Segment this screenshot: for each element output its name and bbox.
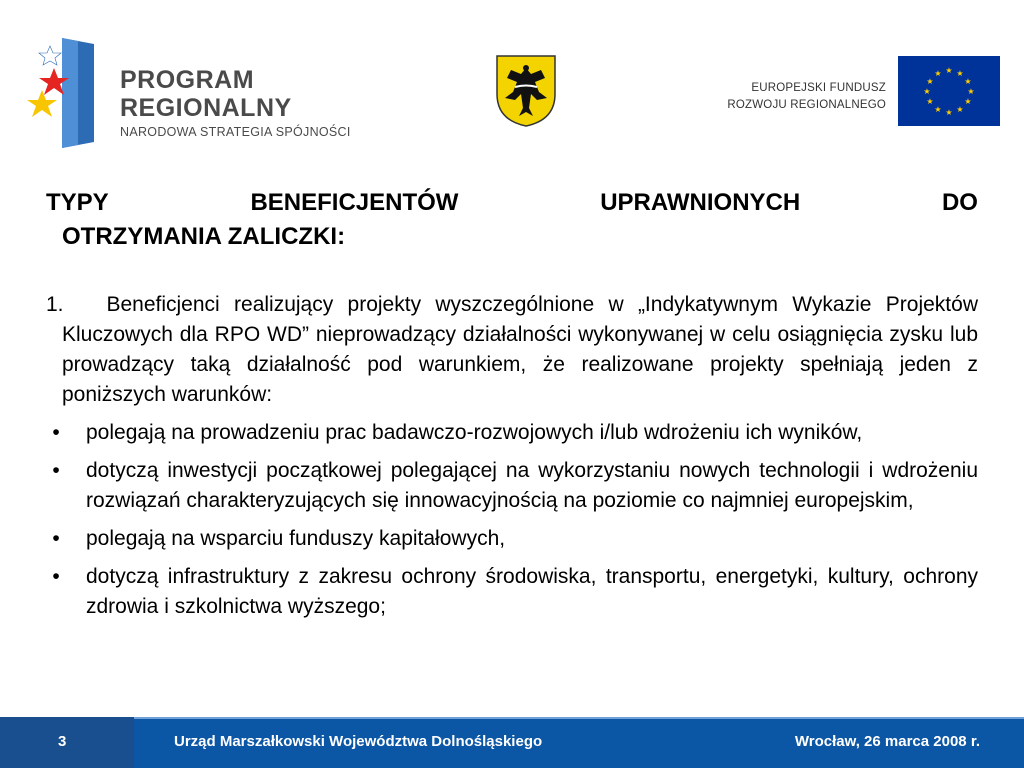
program-regionalny-wordmark bbox=[120, 66, 351, 142]
svg-text:★: ★ bbox=[967, 87, 975, 96]
list-item bbox=[46, 562, 978, 622]
numbered-item-1 bbox=[46, 290, 978, 410]
footer-organization: Urząd Marszałkowski Województwa Dolnośląskiego bbox=[174, 733, 543, 750]
list-item bbox=[46, 418, 978, 448]
criteria-list bbox=[46, 418, 978, 622]
eu-flag-icon bbox=[898, 56, 1000, 126]
title-word: DO bbox=[941, 189, 978, 216]
bullet-icon: • bbox=[52, 527, 60, 550]
program-line: PROGRAM bbox=[120, 66, 255, 94]
list-item-text: polegają na wsparciu funduszy kapitałowych, bbox=[86, 527, 506, 550]
svg-text:★: ★ bbox=[945, 66, 953, 75]
efrr-wordmark bbox=[700, 80, 886, 114]
slide-content bbox=[46, 186, 978, 630]
footer-date: Wrocław, 26 marca 2008 r. bbox=[794, 733, 980, 750]
page-number: 3 bbox=[58, 733, 67, 750]
svg-text:★: ★ bbox=[923, 87, 931, 96]
svg-text:★: ★ bbox=[964, 97, 972, 106]
svg-text:★: ★ bbox=[926, 97, 934, 106]
title-word: TYPY bbox=[46, 189, 109, 216]
slide-header bbox=[0, 0, 1024, 160]
slide-title bbox=[46, 186, 978, 254]
title-line-1 bbox=[46, 186, 978, 220]
svg-text:★: ★ bbox=[934, 69, 942, 78]
list-item bbox=[46, 456, 978, 516]
item-text: Beneficjenci realizujący projekty wyszczególnione w „Indykatywnym Wykazie Projektów Kluczowych dla RPO WD” nieprowadzący działalności wykonywanej w celu osiągnięcia zysku lub prowadzący taką działalność pod warunkiem, że realizowane projekty spełniają jeden z poniższych warunków: bbox=[62, 293, 978, 406]
efrr-line2: ROZWOJU REGIONALNEGO bbox=[727, 99, 886, 111]
svg-text:★: ★ bbox=[926, 77, 934, 86]
title-word: UPRAWNIONYCH bbox=[600, 189, 801, 216]
strategy-line: NARODOWA STRATEGIA SPÓJNOŚCI bbox=[120, 125, 351, 139]
item-number: 1. bbox=[46, 293, 64, 316]
title-line-2: OTRZYMANIA ZALICZKI: bbox=[62, 223, 346, 250]
list-item bbox=[46, 524, 978, 554]
title-word: BENEFICJENTÓW bbox=[250, 189, 459, 216]
program-regionalny-logo-icon bbox=[22, 38, 122, 148]
regionalny-line: REGIONALNY bbox=[120, 94, 292, 122]
svg-text:★: ★ bbox=[934, 105, 942, 114]
svg-text:★: ★ bbox=[945, 108, 953, 117]
bullet-icon: • bbox=[52, 421, 60, 444]
lower-silesia-coat-of-arms-icon bbox=[495, 54, 557, 128]
list-item-text: polegają na prowadzeniu prac badawczo-rozwojowych i/lub wdrożeniu ich wyników, bbox=[86, 421, 863, 444]
bullet-icon: • bbox=[52, 565, 60, 588]
svg-text:★: ★ bbox=[956, 105, 964, 114]
svg-text:★: ★ bbox=[956, 69, 964, 78]
bullet-icon: • bbox=[52, 459, 60, 482]
list-item-text: dotyczą inwestycji początkowej polegającej na wykorzystaniu nowych technologii i wdrożeniu rozwiązań charakteryzujących się innowacyjnością na poziomie co najmniej europejskim, bbox=[86, 459, 978, 512]
svg-text:★: ★ bbox=[964, 77, 972, 86]
page-number-box bbox=[0, 717, 134, 768]
efrr-line1: EUROPEJSKI FUNDUSZ bbox=[751, 82, 886, 94]
slide-footer bbox=[0, 717, 1024, 768]
list-item-text: dotyczą infrastruktury z zakresu ochrony środowiska, transportu, energetyki, kultury, ochrony zdrowia i szkolnictwa wyższego; bbox=[86, 565, 978, 618]
footer-divider bbox=[0, 717, 1024, 719]
